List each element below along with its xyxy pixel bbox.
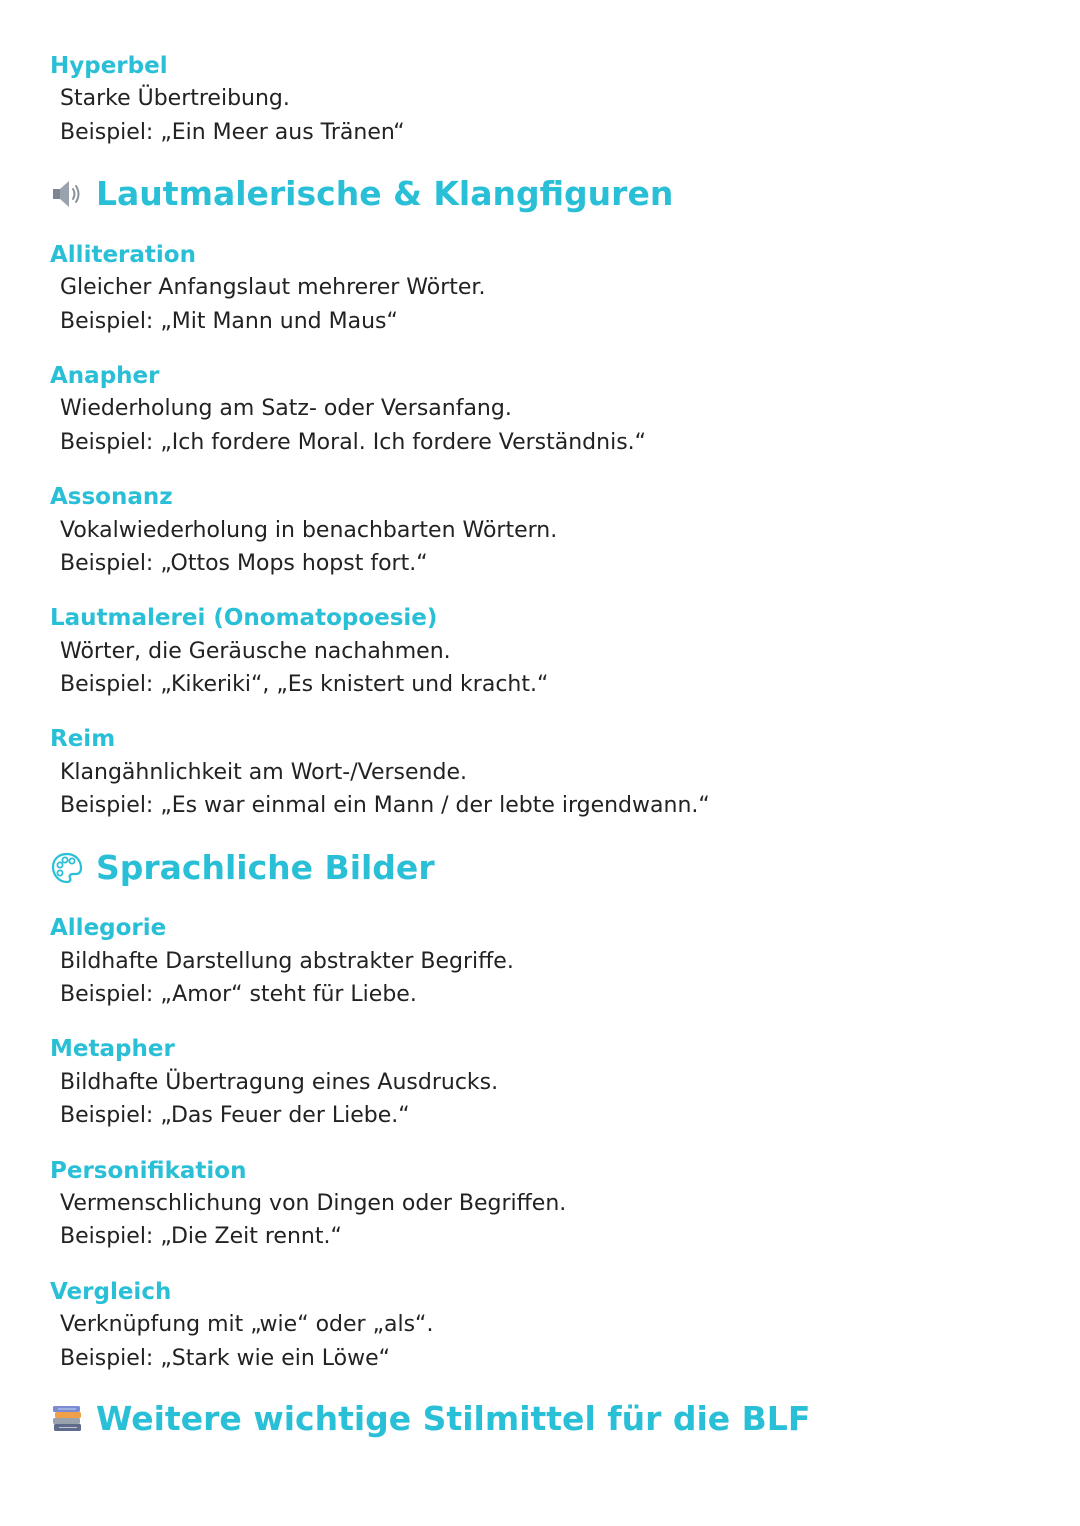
term-hyperbel: Hyperbel	[50, 53, 168, 79]
term-assonanz: Assonanz	[50, 484, 173, 510]
definition-hyperbel: Starke Übertreibung.	[60, 86, 290, 111]
term-metapher: Metapher	[50, 1036, 175, 1062]
example-alliteration: Beispiel: „Mit Mann und Maus“	[60, 309, 398, 334]
example-allegorie: Beispiel: „Amor“ steht für Liebe.	[60, 982, 417, 1007]
example-vergleich: Beispiel: „Stark wie ein Löwe“	[60, 1346, 391, 1371]
definition-vergleich: Verknüpfung mit „wie“ oder „als“.	[60, 1312, 434, 1337]
definition-allegorie: Bildhafte Darstellung abstrakter Begriffe.	[60, 949, 514, 974]
example-anapher: Beispiel: „Ich fordere Moral. Ich fordere Verständnis.“	[60, 430, 647, 455]
section-heading-klangfiguren	[50, 171, 673, 217]
example-lautmalerei: Beispiel: „Kikeriki“, „Es knistert und kracht.“	[60, 672, 549, 697]
term-allegorie: Allegorie	[50, 915, 167, 941]
example-personifikation: Beispiel: „Die Zeit rennt.“	[60, 1224, 342, 1249]
term-vergleich: Vergleich	[50, 1279, 172, 1305]
section-title: Sprachliche Bilder	[96, 848, 435, 887]
term-lautmalerei: Lautmalerei (Onomatopoesie)	[50, 605, 438, 631]
definition-lautmalerei: Wörter, die Geräusche nachahmen.	[60, 639, 451, 664]
example-metapher: Beispiel: „Das Feuer der Liebe.“	[60, 1103, 410, 1128]
section-title: Lautmalerische & Klangfiguren	[96, 174, 674, 213]
books-icon	[50, 1402, 84, 1436]
term-personifikation: Personifikation	[50, 1158, 247, 1184]
definition-reim: Klangähnlichkeit am Wort-/Versende.	[60, 760, 467, 785]
section-heading-sprachliche-bilder	[50, 845, 435, 891]
palette-icon	[50, 851, 84, 885]
speaker-icon	[50, 177, 84, 211]
definition-metapher: Bildhafte Übertragung eines Ausdrucks.	[60, 1070, 499, 1095]
example-reim: Beispiel: „Es war einmal ein Mann / der lebte irgendwann.“	[60, 793, 710, 818]
term-anapher: Anapher	[50, 363, 160, 389]
term-alliteration: Alliteration	[50, 242, 196, 268]
section-heading-weitere-stilmittel	[50, 1396, 810, 1442]
example-assonanz: Beispiel: „Ottos Mops hopst fort.“	[60, 551, 428, 576]
definition-assonanz: Vokalwiederholung in benachbarten Wörtern.	[60, 518, 558, 543]
term-reim: Reim	[50, 726, 116, 752]
definition-alliteration: Gleicher Anfangslaut mehrerer Wörter.	[60, 275, 486, 300]
example-hyperbel: Beispiel: „Ein Meer aus Tränen“	[60, 120, 405, 145]
section-title: Weitere wichtige Stilmittel für die BLF	[96, 1399, 811, 1438]
definition-anapher: Wiederholung am Satz- oder Versanfang.	[60, 396, 512, 421]
definition-personifikation: Vermenschlichung von Dingen oder Begriffen.	[60, 1191, 567, 1216]
